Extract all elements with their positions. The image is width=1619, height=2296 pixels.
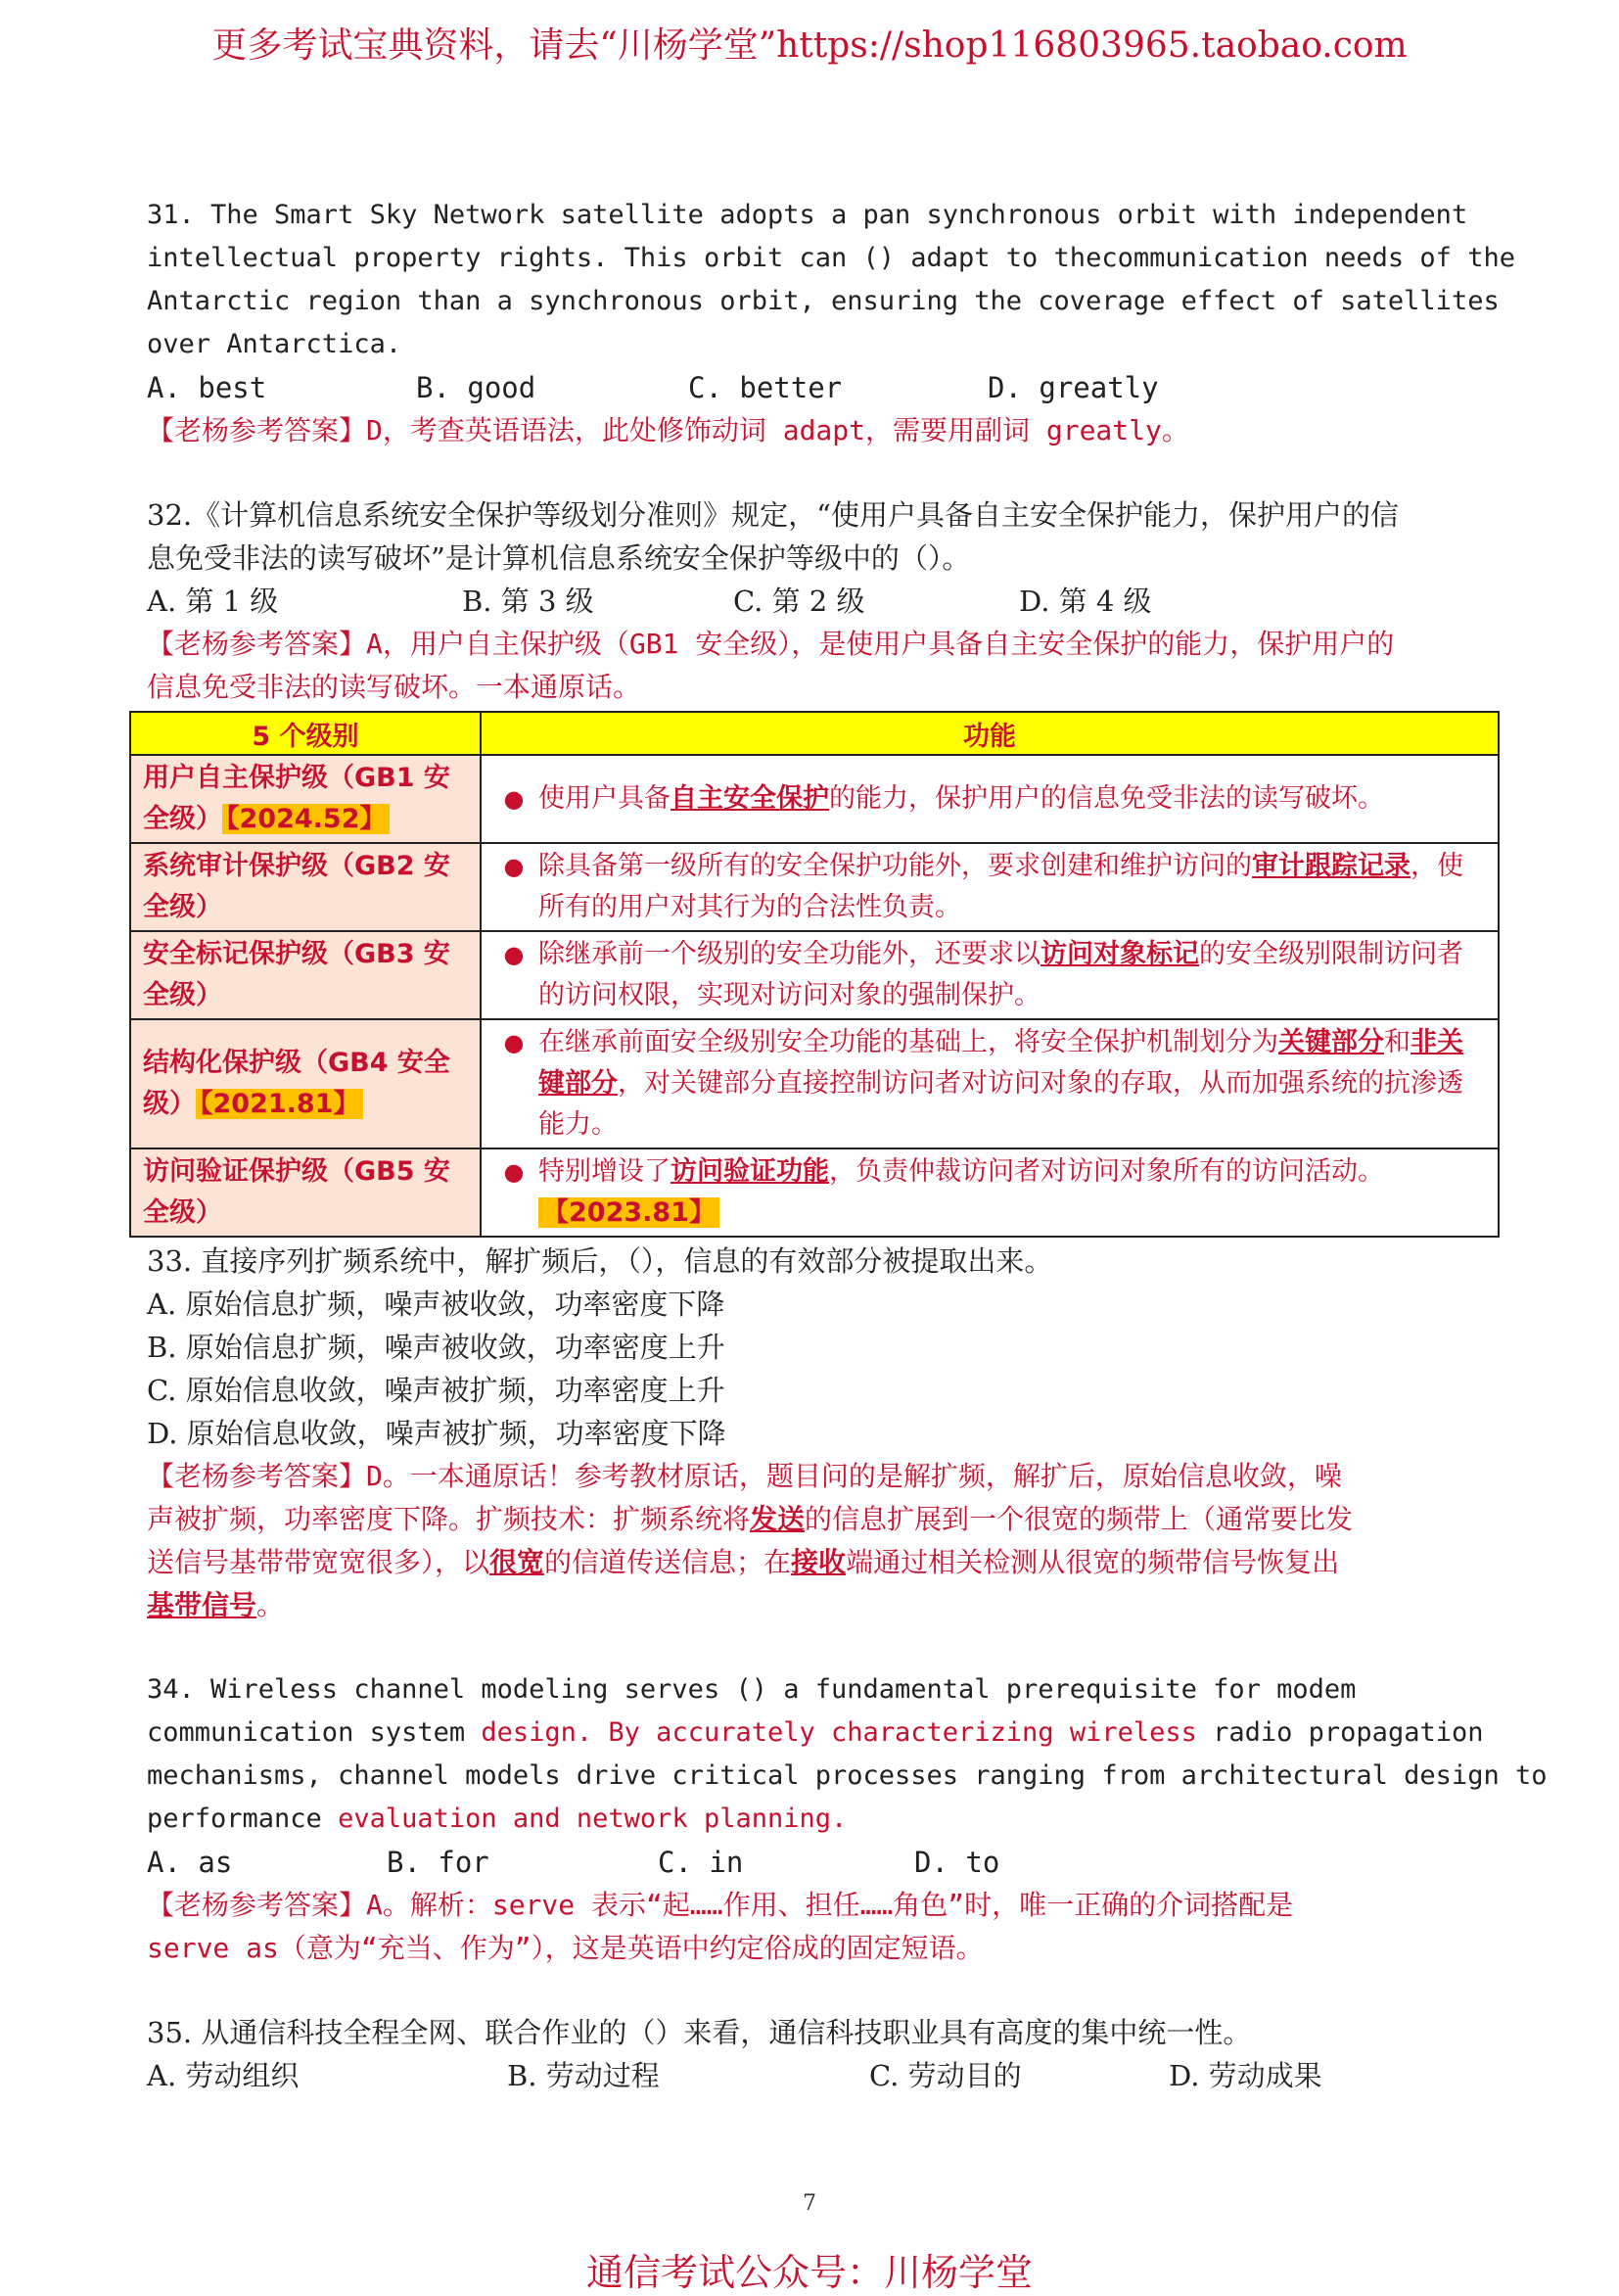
- function-text: 特别增设了: [538, 1156, 671, 1187]
- function-cell: [481, 755, 1499, 843]
- question-text-line: intellectual property rights. This orbit can () adapt to thecommunication needs of the: [147, 243, 1515, 273]
- function-text: ，负责仲裁访问者对访问对象所有的访问活动。: [829, 1156, 1384, 1187]
- promo-header: 更多考试宝典资料，请去“川杨学堂”https://shop116803965.taobao.com: [211, 25, 1408, 66]
- option-b: B. 原始信息扩频，噪声被收敛，功率密度上升: [147, 1331, 725, 1364]
- answer-keyword: 发送: [750, 1503, 806, 1535]
- answer-text: 的信息扩展到一个很宽的频带上（通常要比发: [805, 1503, 1354, 1535]
- level-cell: [130, 1019, 481, 1148]
- answer-note: 【老杨参考答案】D，考查英语语法，此处修饰动词 adapt，需要用副词 greatly。: [147, 414, 1189, 446]
- answer-note: 【老杨参考答案】A，用户自主保护级（GB1 安全级），是使用户具备自主安全保护的能力，保护用户的: [147, 628, 1395, 660]
- function-text: 和: [1384, 1027, 1411, 1057]
- function-keyword: 非关键部分: [538, 1027, 1463, 1099]
- table-header-level: 5 个级别: [130, 712, 481, 755]
- question-31: [147, 194, 1515, 452]
- option-b: B. good: [416, 371, 536, 404]
- table-row: [130, 931, 1499, 1019]
- answer-note: [147, 1541, 1498, 1584]
- answer-note: 【老杨参考答案】A。解析：serve 表示“起……作用、担任……角色”时，唯一正确的介词搭配是: [147, 1889, 1294, 1921]
- question-text: radio propagation: [1196, 1717, 1484, 1748]
- option-c: C. 原始信息收敛，噪声被扩频，功率密度上升: [147, 1374, 725, 1407]
- option-b: B. 劳动过程: [507, 2059, 660, 2092]
- page-content: [143, 194, 1548, 2097]
- answer-text: 声被扩频，功率密度下降。扩频技术：扩频系统将: [147, 1503, 751, 1535]
- answer-note: serve as（意为“充当、作为”），这是英语中约定俗成的固定短语。: [147, 1932, 984, 1964]
- question-text-line: 31. The Smart Sky Network satellite adopts a pan synchronous orbit with independent: [147, 200, 1468, 230]
- question-text: communication system: [147, 1717, 482, 1748]
- question-text-line: 34. Wireless channel modeling serves () a fundamental prerequisite for modem: [147, 1674, 1357, 1705]
- level-cell: [130, 843, 481, 931]
- function-cell: [481, 1148, 1499, 1237]
- bullet-icon: ●: [503, 785, 525, 813]
- exam-year-tag: 【2021.81】: [196, 1089, 363, 1119]
- question-text-line: [147, 1711, 1498, 1755]
- function-keyword: 关键部分: [1278, 1027, 1384, 1057]
- function-text: ，对关键部分直接控制访问者对访问对象的存取，从而加强系统的抗渗透能力。: [538, 1068, 1463, 1140]
- function-text: ，使所有的用户对其行为的合法性负责。: [538, 851, 1463, 922]
- function-text: 在继承前面安全级别安全功能的基础上，将安全保护机制划分为: [538, 1027, 1278, 1057]
- function-text: 除具备第一级所有的安全保护功能外，要求创建和维护访问的: [538, 851, 1252, 881]
- function-cell: [481, 1019, 1499, 1148]
- function-text: 的能力，保护用户的信息免受非法的读写破坏。: [829, 783, 1384, 814]
- option-d: D. 原始信息收敛，噪声被扩频，功率密度下降: [147, 1417, 726, 1450]
- answer-note: 【老杨参考答案】D。一本通原话！参考教材原话，题目问的是解扩频，解扩后，原始信息收敛，噪: [147, 1460, 1342, 1492]
- function-keyword: 审计跟踪记录: [1252, 851, 1411, 881]
- option-b: B. 第 3 级: [462, 585, 594, 618]
- level-name: 结构化保护级（GB4 安全级）: [143, 1048, 450, 1119]
- option-d: D. 第 4 级: [1019, 585, 1152, 618]
- question-text-line: [147, 1798, 1498, 1841]
- answer-text: 送信号基带带宽宽很多），以: [147, 1546, 490, 1578]
- function-cell: [481, 931, 1499, 1019]
- level-name: 系统审计保护级（GB2 安全级）: [143, 851, 450, 922]
- function-text: 除继承前一个级别的安全功能外，还要求以: [538, 939, 1041, 969]
- table-row: [130, 843, 1499, 931]
- question-text-line: 息免受非法的读写破坏”是计算机信息系统安全保护等级中的（）。: [147, 541, 971, 575]
- question-text-line: 33. 直接序列扩频系统中，解扩频后，（），信息的有效部分被提取出来。: [147, 1244, 1053, 1278]
- table-header-function: 功能: [481, 712, 1499, 755]
- table-row: [130, 755, 1499, 843]
- question-text-line: 35. 从通信科技全程全网、联合作业的（）来看，通信科技职业具有高度的集中统一性。: [147, 2016, 1252, 2049]
- function-text: 的安全级别限制访问者的访问权限，实现对访问对象的强制保护。: [538, 939, 1463, 1010]
- option-a: A. 原始信息扩频，噪声被收敛，功率密度下降: [147, 1288, 725, 1321]
- option-a: A. best: [147, 371, 267, 404]
- option-d: D. greatly: [988, 371, 1159, 404]
- table-row: [130, 1019, 1499, 1148]
- option-b: B. for: [387, 1846, 489, 1879]
- bullet-icon: ●: [503, 1029, 525, 1056]
- question-33: [147, 1240, 1498, 1627]
- level-name: 安全标记保护级（GB3 安全级）: [143, 939, 450, 1010]
- question-32: [147, 493, 1498, 709]
- option-a: A. as: [147, 1846, 233, 1879]
- question-text-line: over Antarctica.: [147, 329, 402, 359]
- answer-note: 信息免受非法的读写破坏。一本通原话。: [147, 671, 641, 703]
- option-d: D. to: [914, 1846, 1000, 1879]
- answer-note: [147, 1584, 1498, 1627]
- options-row: [147, 580, 1498, 623]
- answer-text: 。: [256, 1589, 285, 1621]
- option-c: C. in: [658, 1846, 744, 1879]
- exam-year-tag: 【2023.81】: [538, 1197, 719, 1228]
- level-name: 用户自主保护级（GB1 安全级）: [143, 763, 450, 834]
- answer-text: 的信道传送信息；在: [544, 1546, 792, 1578]
- option-a: A. 劳动组织: [147, 2059, 300, 2092]
- bullet-icon: ●: [503, 1158, 525, 1186]
- option-a: A. 第 1 级: [147, 585, 279, 618]
- page-number: 7: [803, 2191, 816, 2216]
- option-c: C. 第 2 级: [733, 585, 865, 618]
- options-row: [147, 366, 1498, 409]
- answer-keyword: 基带信号: [147, 1589, 257, 1621]
- function-text: 使用户具备: [538, 783, 671, 814]
- option-c: C. better: [688, 371, 843, 404]
- answer-text: 端通过相关检测从很宽的频带信号恢复出: [846, 1546, 1340, 1578]
- answer-note: [147, 1498, 1498, 1541]
- question-text-red: evaluation and network planning.: [338, 1804, 848, 1834]
- level-cell: [130, 755, 481, 843]
- options-row: [147, 1841, 1498, 1884]
- security-levels-table: [129, 711, 1500, 1238]
- level-cell: [130, 1148, 481, 1237]
- function-cell: [481, 843, 1499, 931]
- level-name: 访问验证保护级（GB5 安全级）: [143, 1156, 450, 1228]
- function-keyword: 自主安全保护: [671, 783, 829, 814]
- bullet-icon: ●: [503, 941, 525, 968]
- promo-footer: 通信考试公众号：川杨学堂: [585, 2251, 1033, 2294]
- function-keyword: 访问对象标记: [1041, 939, 1199, 969]
- function-keyword: 访问验证功能: [671, 1156, 829, 1187]
- question-text-line: 32.《计算机信息系统安全保护等级划分准则》规定，“使用户具备自主安全保护能力，保护用户的信: [147, 498, 1399, 532]
- question-34: [147, 1668, 1548, 1970]
- question-text: performance: [147, 1804, 339, 1834]
- option-c: C. 劳动目的: [869, 2059, 1022, 2092]
- question-text-line: Antarctic region than a synchronous orbit, ensuring the coverage effect of satellites: [147, 286, 1500, 316]
- answer-keyword: 接收: [791, 1546, 847, 1578]
- options-row: [147, 2054, 1498, 2097]
- level-cell: [130, 931, 481, 1019]
- exam-year-tag: 【2024.52】: [222, 804, 390, 834]
- question-text-red: design. By accurately characterizing wireless: [481, 1717, 1197, 1748]
- question-35: [147, 2011, 1498, 2097]
- option-d: D. 劳动成果: [1169, 2059, 1322, 2092]
- bullet-icon: ●: [503, 853, 525, 880]
- question-text-line: mechanisms, channel models drive critical processes ranging from architectural design to: [147, 1760, 1548, 1791]
- table-row: [130, 1148, 1499, 1237]
- answer-keyword: 很宽: [489, 1546, 545, 1578]
